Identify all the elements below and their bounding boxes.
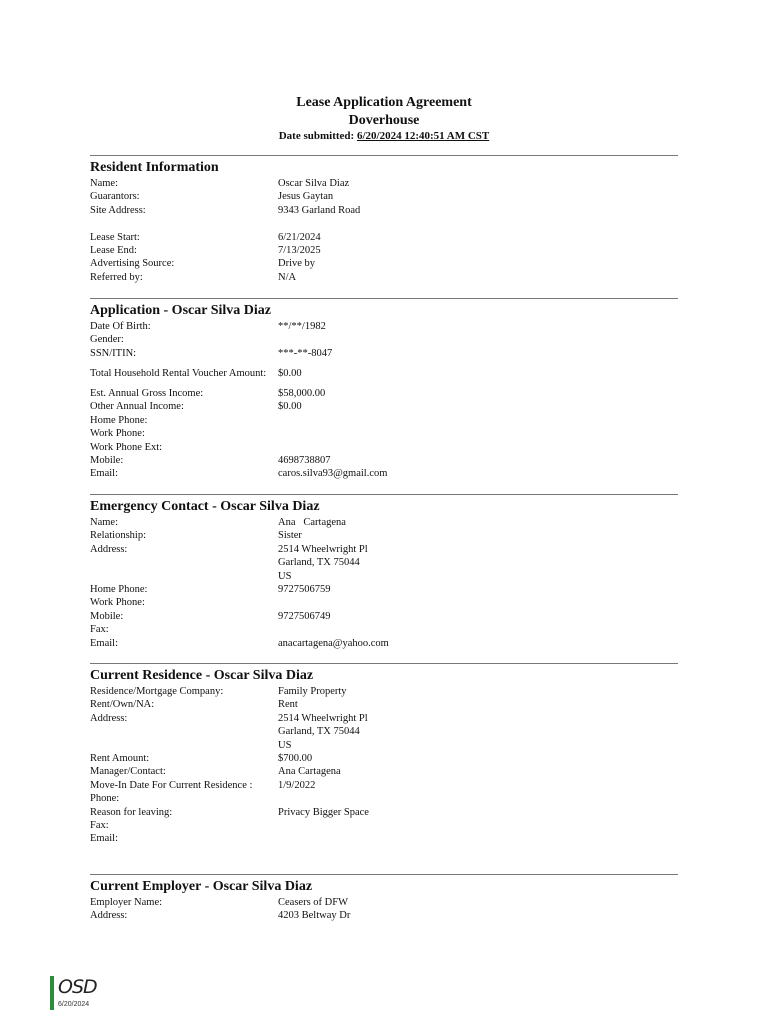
- section-title: Resident Information: [90, 160, 219, 175]
- field-label: Reason for leaving:: [90, 806, 173, 818]
- field-row-mobile: [90, 610, 678, 623]
- field-row-other-income: [90, 400, 678, 413]
- field-row-gender: [90, 333, 678, 346]
- field-row-work-phone: [90, 596, 678, 609]
- field-row-referred-by: [90, 271, 678, 284]
- section-divider: [90, 663, 678, 664]
- field-row-home-phone: [90, 583, 678, 596]
- field-label: Gender:: [90, 334, 124, 346]
- field-label: Relationship:: [90, 530, 146, 542]
- field-value: 9727506759: [278, 584, 331, 596]
- section-divider: [90, 494, 678, 495]
- initials-accent-bar: [50, 976, 54, 1010]
- field-label: Email:: [90, 637, 118, 649]
- field-row-address: [90, 712, 678, 752]
- field-label: SSN/ITIN:: [90, 347, 137, 359]
- field-row-employer-name: [90, 896, 678, 909]
- field-label: Work Phone Ext:: [90, 441, 163, 453]
- field-row-lease-end: [90, 244, 678, 257]
- field-row-work-phone-ext: [90, 441, 678, 454]
- field-label: Lease Start:: [90, 231, 140, 243]
- field-value: Sister: [278, 530, 302, 542]
- field-value: 7/13/2025: [278, 245, 321, 257]
- field-row-rental-voucher: [90, 360, 678, 387]
- field-row-manager-contact: [90, 765, 678, 778]
- section-divider: [90, 298, 678, 299]
- field-label: Address:: [90, 712, 128, 724]
- field-row-home-phone: [90, 414, 678, 427]
- field-row-date-of-birth: [90, 320, 678, 333]
- field-value: 4698738807: [278, 455, 331, 467]
- field-label: Guarantors:: [90, 191, 140, 203]
- initials-date: 6/20/2024: [58, 1001, 90, 1008]
- field-value: [278, 414, 678, 427]
- field-label: Fax:: [90, 820, 109, 832]
- field-row-residence-company: [90, 685, 678, 698]
- field-value: 2514 Wheelwright Pl Garland, TX 75044 US: [278, 543, 368, 582]
- section-divider: [90, 874, 678, 875]
- field-row-fax: [90, 623, 678, 636]
- field-label: Email:: [90, 833, 118, 845]
- field-value: caros.silva93@gmail.com: [278, 468, 388, 480]
- field-label: Est. Annual Gross Income:: [90, 388, 204, 400]
- property-name: Doverhouse: [348, 113, 420, 128]
- field-row-email: [90, 637, 678, 650]
- field-value: N/A: [278, 271, 297, 283]
- field-row-rent-own: [90, 698, 678, 711]
- initials-signature: OSD: [58, 976, 97, 998]
- field-label: Residence/Mortgage Company:: [90, 686, 224, 697]
- date-submitted-label: Date submitted:: [278, 130, 357, 142]
- field-row-site-address: [90, 204, 678, 217]
- field-value: Privacy Bigger Space: [278, 806, 369, 818]
- field-value: Ana Cartagena: [278, 517, 346, 528]
- section-title: Emergency Contact - Oscar Silva Diaz: [90, 499, 320, 514]
- field-row-mobile: [90, 454, 678, 467]
- field-value: Rent: [278, 699, 298, 711]
- field-row-lease-start: [90, 231, 678, 244]
- field-label: Work Phone:: [90, 597, 145, 609]
- field-value: $0.00: [278, 367, 302, 379]
- field-value: [278, 427, 678, 440]
- field-value: [278, 596, 678, 609]
- field-value: $700.00: [278, 753, 313, 765]
- field-value: $0.00: [278, 401, 302, 413]
- field-value: Ceasers of DFW: [278, 897, 348, 908]
- field-row-rent-amount: [90, 752, 678, 765]
- field-value: 4203 Beltway Dr: [278, 910, 351, 922]
- field-label: Manager/Contact:: [90, 766, 166, 778]
- field-row-address: [90, 543, 678, 583]
- field-value: 1/9/2022: [278, 779, 316, 791]
- section-divider: [90, 155, 678, 156]
- field-value: [278, 441, 678, 454]
- field-label: Home Phone:: [90, 584, 148, 596]
- section-title: Application - Oscar Silva Diaz: [90, 303, 271, 318]
- field-label: Phone:: [90, 793, 120, 805]
- field-value: Oscar Silva Diaz: [278, 178, 350, 189]
- field-label: Rent/Own/NA:: [90, 699, 155, 711]
- field-label: Site Address:: [90, 204, 146, 216]
- field-row-phone: [90, 792, 678, 805]
- field-value: [278, 333, 678, 346]
- field-row-gross-income: [90, 387, 678, 400]
- field-row-reason-for-leaving: [90, 806, 678, 819]
- field-row-email: [90, 832, 678, 845]
- field-label: Employer Name:: [90, 897, 163, 908]
- field-label: Mobile:: [90, 610, 124, 622]
- field-label: Rent Amount:: [90, 753, 150, 765]
- field-label: Date Of Birth:: [90, 321, 151, 332]
- field-value: anacartagena@yahoo.com: [278, 637, 389, 649]
- field-row-fax: [90, 819, 678, 832]
- field-row-relationship: [90, 529, 678, 542]
- field-label: Address:: [90, 910, 128, 922]
- field-row-guarantors: [90, 190, 678, 203]
- field-label: Email:: [90, 468, 118, 480]
- field-value: Family Property: [278, 686, 347, 697]
- field-row-ssn: [90, 347, 678, 360]
- field-label: Address:: [90, 543, 128, 555]
- field-row-name: [90, 516, 678, 529]
- field-value: Ana Cartagena: [278, 766, 341, 778]
- document-title: Lease Application Agreement: [296, 95, 472, 110]
- field-label: Work Phone:: [90, 428, 145, 440]
- field-label: Name:: [90, 178, 118, 189]
- field-value: 2514 Wheelwright Pl Garland, TX 75044 US: [278, 712, 368, 751]
- field-value: $58,000.00: [278, 388, 326, 400]
- field-row-move-in-date: [90, 779, 678, 792]
- document-header: [0, 94, 768, 143]
- field-label: Other Annual Income:: [90, 401, 184, 413]
- field-value: ***-**-8047: [278, 347, 333, 359]
- field-value: 9727506749: [278, 610, 331, 622]
- field-label: Total Household Rental Voucher Amount:: [90, 367, 267, 379]
- field-value: [278, 792, 678, 805]
- spacer: [90, 217, 678, 230]
- field-value: [278, 832, 678, 845]
- field-value: **/**/1982: [278, 321, 326, 332]
- field-value: Jesus Gaytan: [278, 191, 334, 203]
- field-value: [278, 819, 678, 832]
- field-value: 9343 Garland Road: [278, 204, 361, 216]
- field-value: 6/21/2024: [278, 231, 321, 243]
- section-title: Current Employer - Oscar Silva Diaz: [90, 879, 313, 894]
- field-row-email: [90, 467, 678, 480]
- field-label: Advertising Source:: [90, 258, 175, 270]
- field-label: Mobile:: [90, 455, 124, 467]
- field-label: Name:: [90, 517, 118, 528]
- section-title: Current Residence - Oscar Silva Diaz: [90, 668, 314, 683]
- field-row-name: [90, 177, 678, 190]
- field-row-address: [90, 909, 678, 922]
- field-value: Drive by: [278, 258, 316, 270]
- date-submitted-value: 6/20/2024 12:40:51 AM CST: [356, 130, 490, 142]
- date-submitted: [0, 129, 768, 143]
- field-label: Home Phone:: [90, 414, 148, 426]
- field-value: [278, 623, 678, 636]
- field-row-advertising-source: [90, 257, 678, 270]
- field-label: Lease End:: [90, 245, 137, 257]
- field-row-work-phone: [90, 427, 678, 440]
- field-label: Referred by:: [90, 271, 143, 283]
- field-label: Fax:: [90, 624, 109, 636]
- field-label: Move-In Date For Current Residence :: [90, 779, 253, 791]
